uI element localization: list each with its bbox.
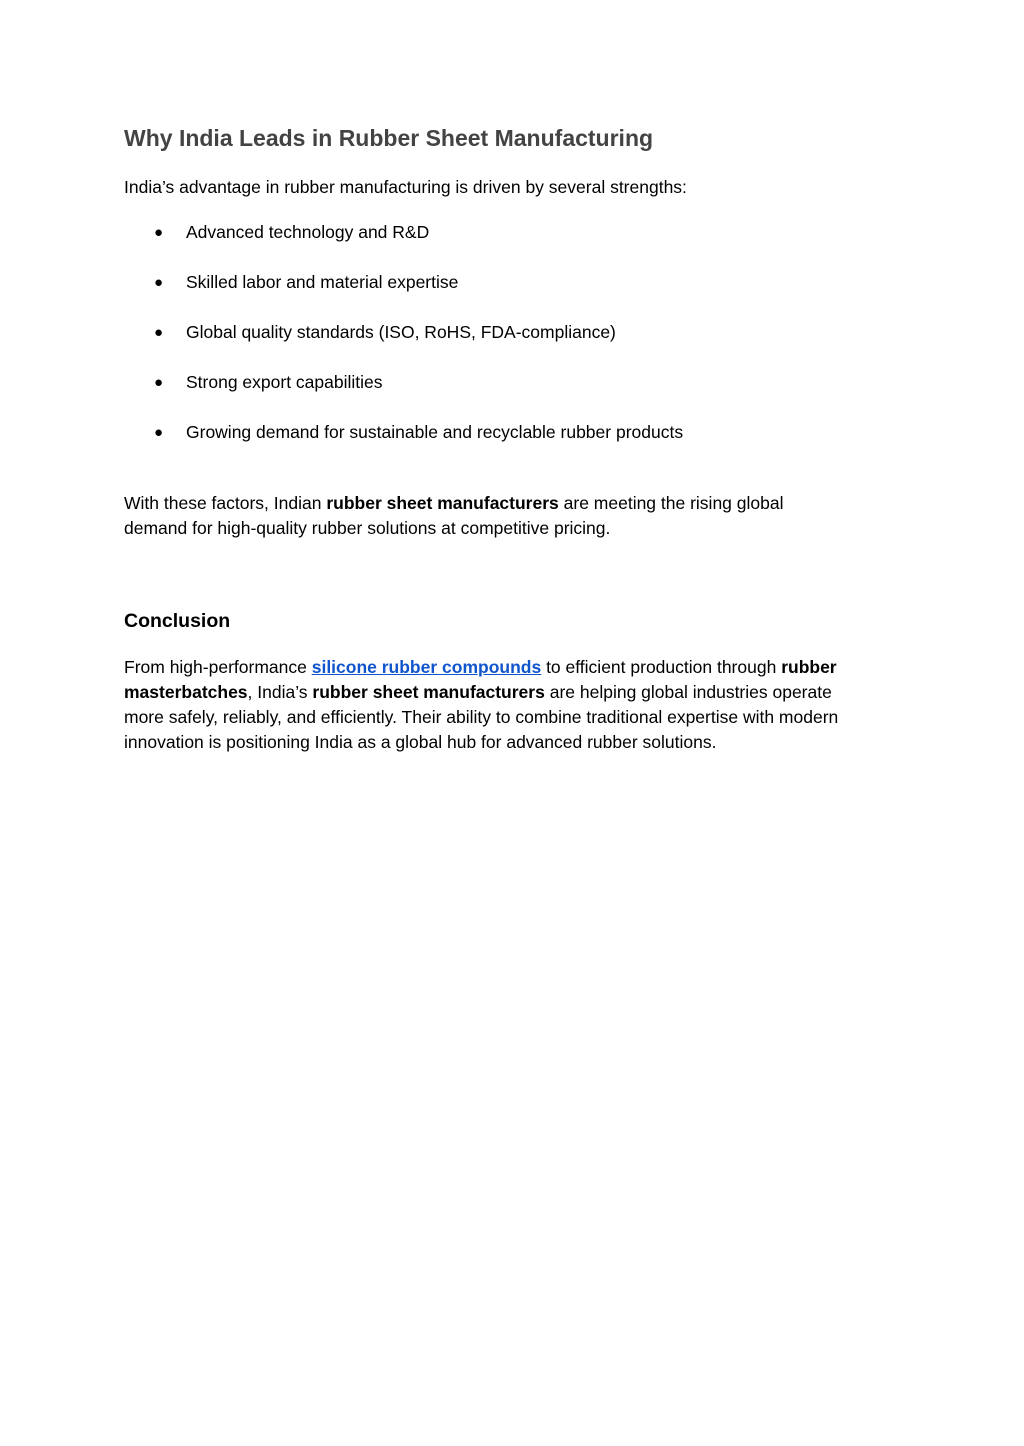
bullet-icon: ● [154, 274, 164, 291]
bullet-icon: ● [154, 324, 164, 341]
summary-paragraph [124, 491, 904, 541]
list-item-text: Skilled labor and material expertise [186, 272, 459, 292]
list-item [124, 420, 904, 470]
list-item [124, 370, 904, 420]
bold-text: masterbatches [124, 682, 248, 702]
text-run: to efficient production through [541, 657, 782, 677]
list-item-text: Strong export capabilities [186, 372, 383, 392]
list-item-text: Global quality standards (ISO, RoHS, FDA-compliance) [186, 322, 616, 342]
text-run: With these factors, Indian [124, 493, 327, 513]
bullet-icon: ● [154, 224, 164, 241]
text-run: are meeting the rising global [558, 493, 784, 513]
bold-text: rubber sheet manufacturers [326, 493, 559, 513]
text-run: , India’s [247, 682, 313, 702]
page-title: Why India Leads in Rubber Sheet Manufacturing [124, 125, 654, 151]
paragraph-line: demand for high-quality rubber solutions at competitive pricing. [124, 518, 611, 538]
list-item [124, 320, 904, 370]
conclusion-paragraph [124, 655, 904, 755]
bold-text: rubber [781, 657, 837, 677]
paragraph-line: more safely, reliably, and efficiently. Their ability to combine traditional expertise with modern [124, 707, 839, 727]
list-item-text: Advanced technology and R&D [186, 222, 430, 242]
text-run: are helping global industries operate [544, 682, 832, 702]
intro-paragraph: India’s advantage in rubber manufacturing is driven by several strengths: [124, 177, 687, 197]
list-item-text: Growing demand for sustainable and recyclable rubber products [186, 422, 684, 442]
paragraph-line [124, 680, 904, 705]
bold-text: rubber sheet manufacturers [312, 682, 545, 702]
bullet-icon: ● [154, 424, 164, 441]
bullet-icon: ● [154, 374, 164, 391]
section-heading-conclusion: Conclusion [124, 610, 231, 632]
strengths-list [124, 220, 904, 470]
silicone-rubber-compounds-link[interactable]: silicone rubber compounds [311, 657, 542, 677]
list-item [124, 220, 904, 270]
text-run: From high-performance [124, 657, 312, 677]
paragraph-line: innovation is positioning India as a global hub for advanced rubber solutions. [124, 732, 717, 752]
list-item [124, 270, 904, 320]
paragraph-line [124, 655, 904, 680]
paragraph-line [124, 491, 904, 516]
